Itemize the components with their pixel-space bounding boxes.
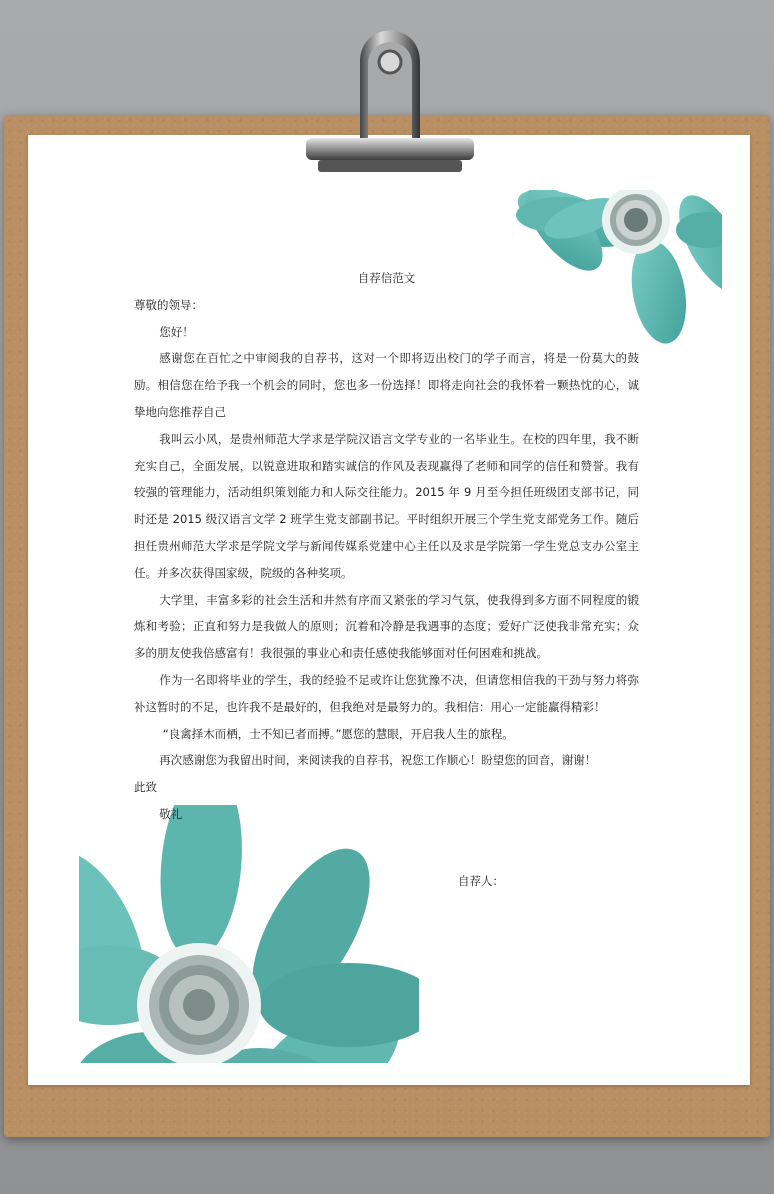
thanks-paragraph: 再次感谢您为我留出时间，来阅读我的自荐书，祝您工作顺心！盼望您的回音，谢谢！ (159, 753, 597, 768)
letter-body (134, 265, 639, 828)
paragraph-4: 作为一名即将毕业的学生，我的经验不足或许让您犹豫不决，但请您相信我的干劲与努力将弥补这暂时的不足，也许我不是最好的，但我绝对是最努力的。我相信：用心一定能赢得精彩！ (134, 672, 639, 714)
signature-label: 自荐人： (458, 874, 504, 888)
paragraph-2: 我叫云小风，是贵州师范大学求是学院汉语言文学专业的一名毕业生。在校的四年里，我不断充实自己，全面发展，以锐意进取和踏实诚信的作风及表现赢得了老师和同学的信任和赞誉。我有较强的管理能力，活动组织策划能力和人际交往能力。2015 年 9 月至今担任班级团支部书记，同时还是 2015 级汉语言文学 2 班学生党支部副书记。平时组织开展三个学生党支部党务工作。随后担任贵州师范大学求是学院文学与新闻传媒系党建中心主任以及求是学院第一学生党总支办公室主任。并多次获得国家级，院级的各种奖项。 (134, 431, 639, 580)
letter-title: 自荐信范文 (357, 271, 416, 285)
quote-paragraph: “良禽择木而栖，士不知已者而搏。”愿您的慧眼，开启我人生的旅程。 (162, 726, 514, 741)
salutation: 尊敬的领导： (134, 297, 203, 312)
greeting: 您好！ (159, 324, 194, 339)
closing-cizhi: 此致 (134, 780, 157, 795)
closing-jingli: 敬礼 (159, 806, 183, 821)
binder-clip (290, 0, 490, 180)
flower-decoration-bottom (79, 805, 419, 1063)
letter-paper (28, 135, 750, 1085)
paragraph-3: 大学里，丰富多彩的社会生活和井然有序而又紧张的学习气氛，使我得到多方面不同程度的锻炼和考验；正直和努力是我做人的原则；沉着和冷静是我遇事的态度；爱好广泛使我非常充实；众多的朋友使我倍感富有！我很强的事业心和责任感使我能够面对任何困难和挑战。 (134, 592, 639, 661)
paragraph-1: 感谢您在百忙之中审阅我的自荐书，这对一个即将迈出校门的学子而言，将是一份莫大的鼓励。相信您在给予我一个机会的同时，您也多一份选择！即将走向社会的我怀着一颗热忱的心，诚挚地向您推荐自己 (134, 351, 639, 419)
